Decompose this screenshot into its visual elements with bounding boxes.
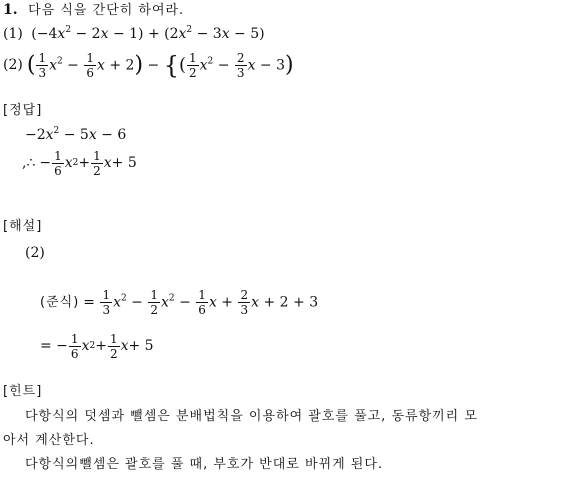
hint-heading: [힌트] [3, 384, 43, 399]
problem-header [3, 3, 184, 17]
item-2-label: (2) [3, 57, 23, 73]
item-1-expression: $(-4x^2 - 2x - 1) + (2x^2 - 3x - 5)$ [31, 25, 265, 42]
answer-2: ,∴ − $\frac{1}{6}$ x 2 + $\frac{1}{2}$ x + 5 [22, 148, 137, 178]
item-2-expression: ( $\frac{1}{3}$ $x^2$ − $\frac{1}{6}$ x + 2) − {( $\frac{1}{2}$ $x^2$ − $\frac{2}{3}$ x − 3) [26, 50, 294, 80]
item-1-label: (1) [3, 26, 23, 42]
solution-heading: [해설] [3, 219, 43, 234]
problem-item-1 [3, 27, 265, 41]
answer-heading: [정답] [3, 103, 43, 118]
hint-line-2: 아서 계산한다. [3, 433, 95, 448]
solution-step-2: = − $\frac{1}{6}$ x 2 + $\frac{1}{2}$ x + 5 [40, 331, 154, 361]
problem-item-2 [3, 48, 294, 82]
answer-1: $-2x^2 - 5x - 6$ [25, 126, 127, 143]
hint-line-1: 다항식의 덧셈과 뺄셈은 분배법칙을 이용하여 괄호를 풀고, 동류항끼리 모 [25, 409, 478, 424]
problem-instruction: 다음 식을 간단히 하여라. [28, 3, 185, 18]
hint-line-3: 다항식의뺄셈은 괄호를 풀 때, 부호가 반대로 바뀌게 된다. [25, 457, 384, 472]
problem-number: 1. [3, 2, 18, 18]
solution-step-1: (준식) = $\frac{1}{3}$ $x^2$ − $\frac{1}{2}$ $x^2$ − $\frac{1}{6}$ x + $\frac{2}{3}$ x + 2 + 3 [40, 287, 319, 317]
solution-part-label: (2) [25, 245, 45, 261]
jun-sik-label: (준식) [40, 294, 80, 310]
